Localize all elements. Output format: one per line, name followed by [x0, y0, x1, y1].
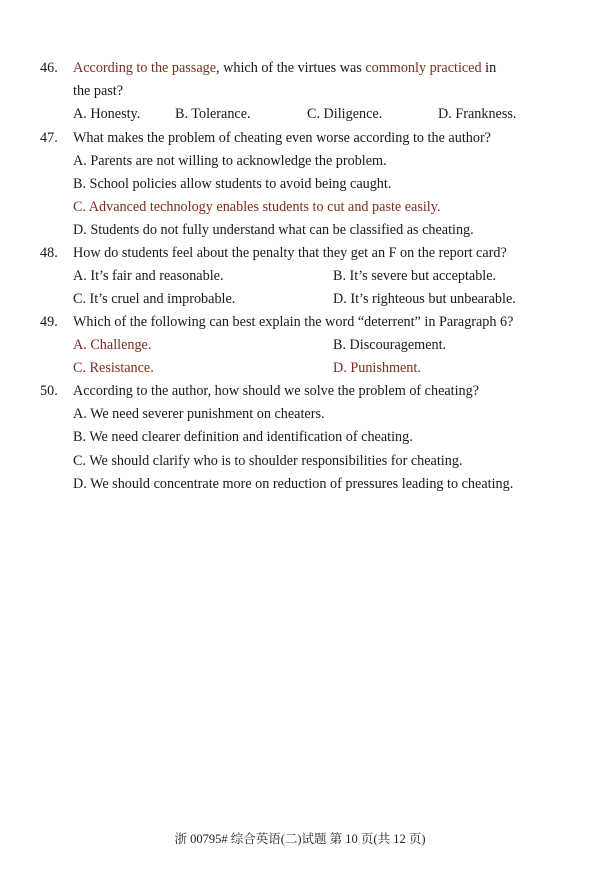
- answer-option: C. Resistance.: [73, 360, 154, 376]
- answer-option: B. Tolerance.: [175, 106, 251, 122]
- question-stem-part: , which of the virtues was: [216, 60, 366, 76]
- answer-option: B. Discouragement.: [333, 337, 447, 353]
- answer-option: C. It’s cruel and improbable.: [73, 291, 236, 307]
- question-stem-continuation: the past?: [73, 83, 124, 99]
- question-stem: According to the author, how should we solve the problem of cheating?: [73, 383, 480, 399]
- answer-option: D. We should concentrate more on reduction of pressures leading to cheating.: [73, 476, 514, 492]
- question-number: 48.: [40, 245, 58, 261]
- question-stem-part: According to the passage: [73, 60, 217, 76]
- question-stem: Which of the following can best explain the word “deterrent” in Paragraph 6?: [73, 314, 514, 330]
- answer-option: A. Parents are not willing to acknowledge the problem.: [73, 153, 387, 169]
- question-stem: How do students feel about the penalty that they get an F on the report card?: [73, 245, 507, 261]
- answer-option: B. We need clearer definition and identification of cheating.: [73, 429, 413, 445]
- answer-option: A. Challenge.: [73, 337, 152, 353]
- question-stem: What makes the problem of cheating even worse according to the author?: [73, 130, 491, 146]
- answer-option: C. Advanced technology enables students to cut and paste easily.: [73, 199, 441, 215]
- question-stem: [73, 57, 496, 80]
- answer-option: D. Frankness.: [438, 106, 517, 122]
- question-number: 47.: [40, 130, 58, 146]
- answer-option: B. School policies allow students to avoid being caught.: [73, 176, 392, 192]
- answer-option: D. It’s righteous but unbearable.: [333, 291, 516, 307]
- answer-option: A. We need severer punishment on cheaters.: [73, 406, 325, 422]
- answer-option: C. Diligence.: [307, 106, 383, 122]
- question-number: 46.: [40, 60, 58, 76]
- answer-option: A. Honesty.: [73, 106, 141, 122]
- answer-option: D. Punishment.: [333, 360, 421, 376]
- answer-option: D. Students do not fully understand what can be classified as cheating.: [73, 222, 474, 238]
- question-number: 50.: [40, 383, 58, 399]
- question-stem-part: commonly practiced: [365, 60, 482, 76]
- answer-option: C. We should clarify who is to shoulder responsibilities for cheating.: [73, 453, 463, 469]
- answer-option: B. It’s severe but acceptable.: [333, 268, 497, 284]
- question-stem-part: in: [481, 60, 497, 76]
- answer-option: A. It’s fair and reasonable.: [73, 268, 224, 284]
- question-number: 49.: [40, 314, 58, 330]
- page-footer: 浙 00795# 综合英语(二)试题 第 10 页(共 12 页): [174, 832, 426, 846]
